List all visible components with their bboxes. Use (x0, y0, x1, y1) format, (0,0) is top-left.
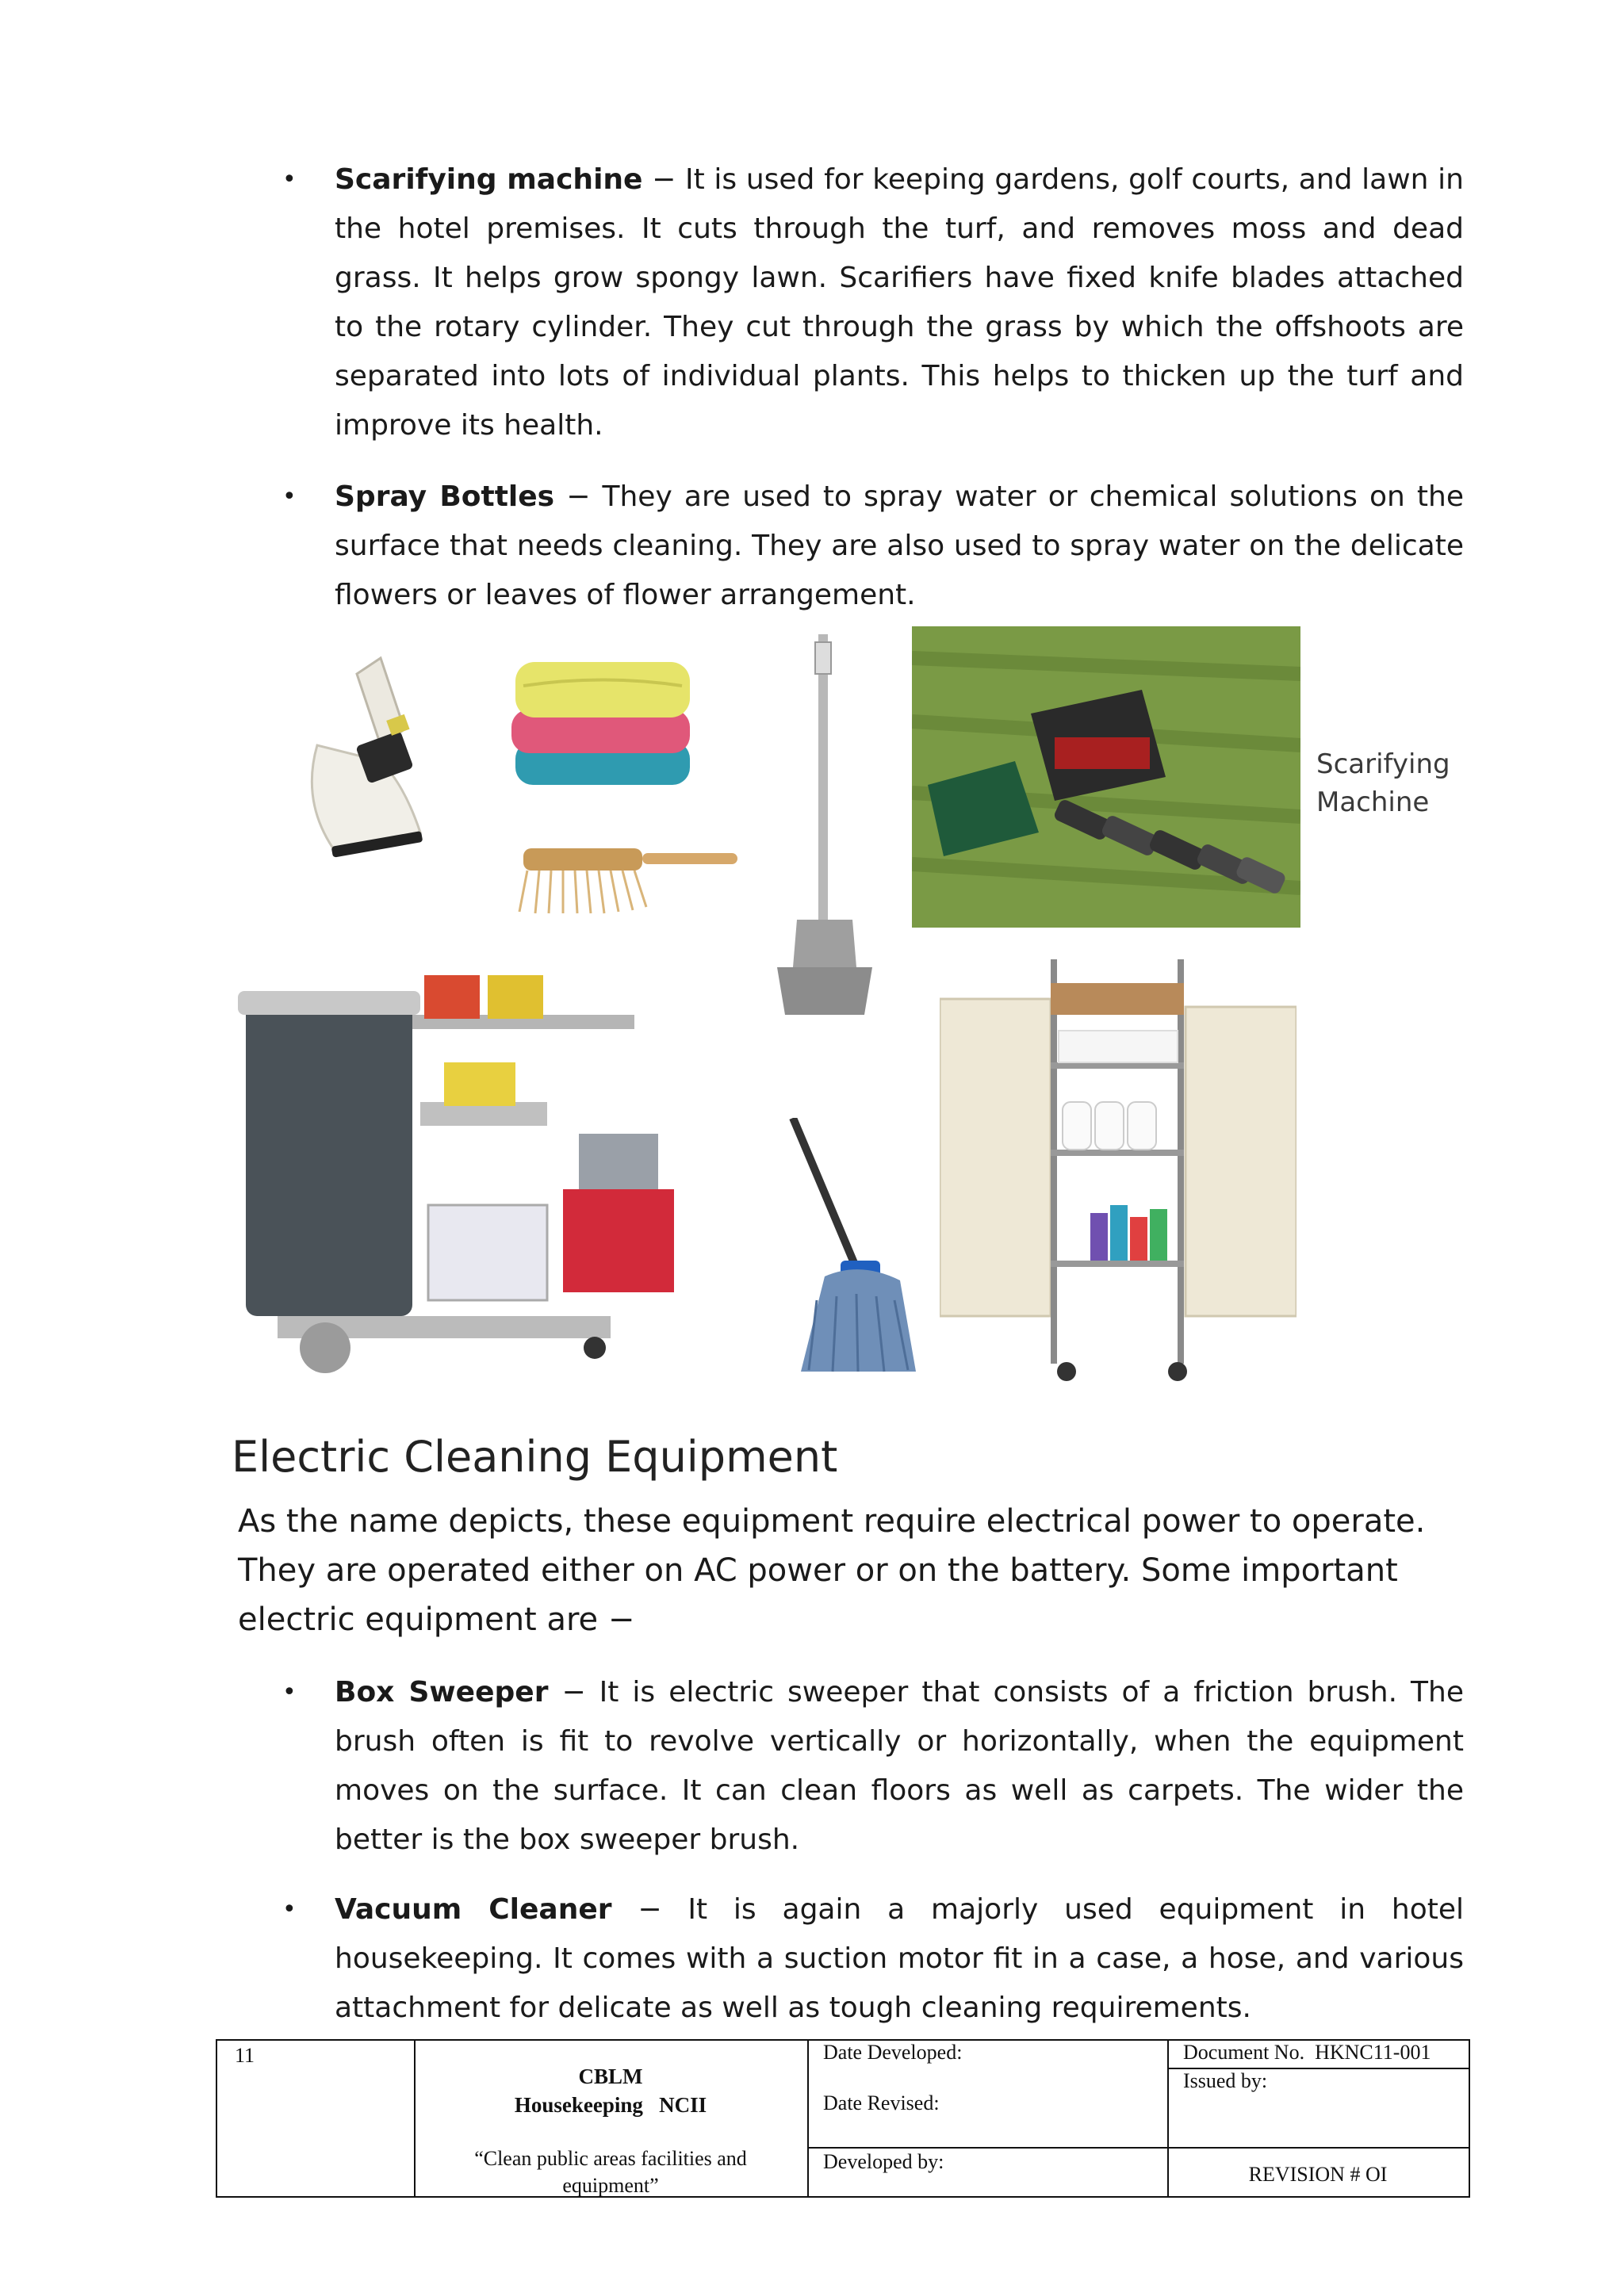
footer-col-page (217, 2041, 416, 2196)
bullet-paragraph (282, 1668, 1464, 1865)
figure-caption (1316, 745, 1450, 821)
mop-image (769, 1118, 928, 1380)
bullet-box-sweeper (282, 1668, 1464, 1865)
janitor-cart-image (230, 967, 722, 1380)
bullet-term: Scarifying machine (335, 163, 643, 196)
footer-divider (1167, 2147, 1469, 2149)
bullet-dot-icon: • (282, 1896, 297, 1923)
bullet-paragraph (282, 1885, 1464, 2033)
equipment-collage (230, 626, 1300, 1403)
footer-title-line: Housekeeping NCII (514, 2093, 707, 2117)
bullet-dot-icon: • (282, 166, 297, 193)
lobby-dustpan-image (769, 634, 880, 1031)
footer-title-line: CBLM (578, 2064, 643, 2088)
revision-number: REVISION # OI (1248, 2163, 1388, 2186)
dustpan-brush-image (285, 642, 444, 880)
developed-by: Developed by: (823, 2150, 944, 2173)
date-developed: Date Developed: (823, 2041, 963, 2064)
bullet-dot-icon: • (282, 1678, 297, 1706)
footer-col-dates (807, 2041, 1169, 2196)
bullet-text: − It is used for keeping gardens, golf courts, and lawn in the hotel premises. It cuts through the turf, and removes moss and dead grass. It helps grow spongy lawn. Scarifiers have fixed knife blades attached to the rotary cylinder. They cut through the grass by which the offshoots are separated into lots of individual plants. This helps to thicken up the turf and improve its health. (335, 163, 1464, 442)
bullet-dot-icon: • (282, 483, 297, 511)
scarifying-machine-image (912, 626, 1300, 928)
bullet-vacuum-cleaner (282, 1885, 1464, 2033)
bullet-scarifying-machine (282, 155, 1464, 450)
section-heading: Electric Cleaning Equipment (232, 1432, 838, 1482)
bullet-term: Spray Bottles (335, 480, 555, 513)
hand-brush-image (508, 825, 745, 920)
bullet-paragraph (282, 473, 1464, 620)
linen-trolley-image (940, 959, 1297, 1387)
bullet-term: Vacuum Cleaner (335, 1893, 612, 1926)
issued-by: Issued by: (1183, 2069, 1268, 2092)
footer-col-title (414, 2041, 809, 2196)
footer-divider (807, 2147, 1167, 2149)
footer-subtitle: “Clean public areas facilities and equipment” (474, 2147, 747, 2197)
bullet-text: − It is electric sweeper that consists of a friction brush. The brush often is fit to revolve vertically or horizontally, when the equipment moves on the surface. It can clean floors as well as carpets. The wider the better is the box sweeper brush. (335, 1676, 1464, 1856)
section-intro: As the name depicts, these equipment require electrical power to operate. They are operated either on AC power or on the battery. Some important electric equipment are − (238, 1503, 1426, 1638)
page-number: 11 (235, 2044, 255, 2067)
document-footer (216, 2039, 1470, 2198)
bullet-text: − It is again a majorly used equipment in hotel housekeeping. It comes with a suction motor fit in a case, a hose, and various attachment for delicate as well as tough cleaning requirements. (335, 1893, 1464, 2024)
caption-line: Scarifying (1316, 748, 1450, 780)
caption-line: Machine (1316, 786, 1430, 818)
document-number: Document No. HKNC11-001 (1183, 2041, 1431, 2064)
bullet-text: − They are used to spray water or chemical solutions on the surface that needs cleaning. They are also used to spray water on the delicate flowers or leaves of flower arrangement. (335, 480, 1464, 611)
bullet-term: Box Sweeper (335, 1676, 549, 1709)
bullet-paragraph (282, 155, 1464, 450)
date-revised: Date Revised: (823, 2091, 940, 2114)
bullet-spray-bottles (282, 473, 1464, 620)
folded-cloths-image (500, 646, 706, 813)
footer-col-document (1167, 2041, 1469, 2196)
